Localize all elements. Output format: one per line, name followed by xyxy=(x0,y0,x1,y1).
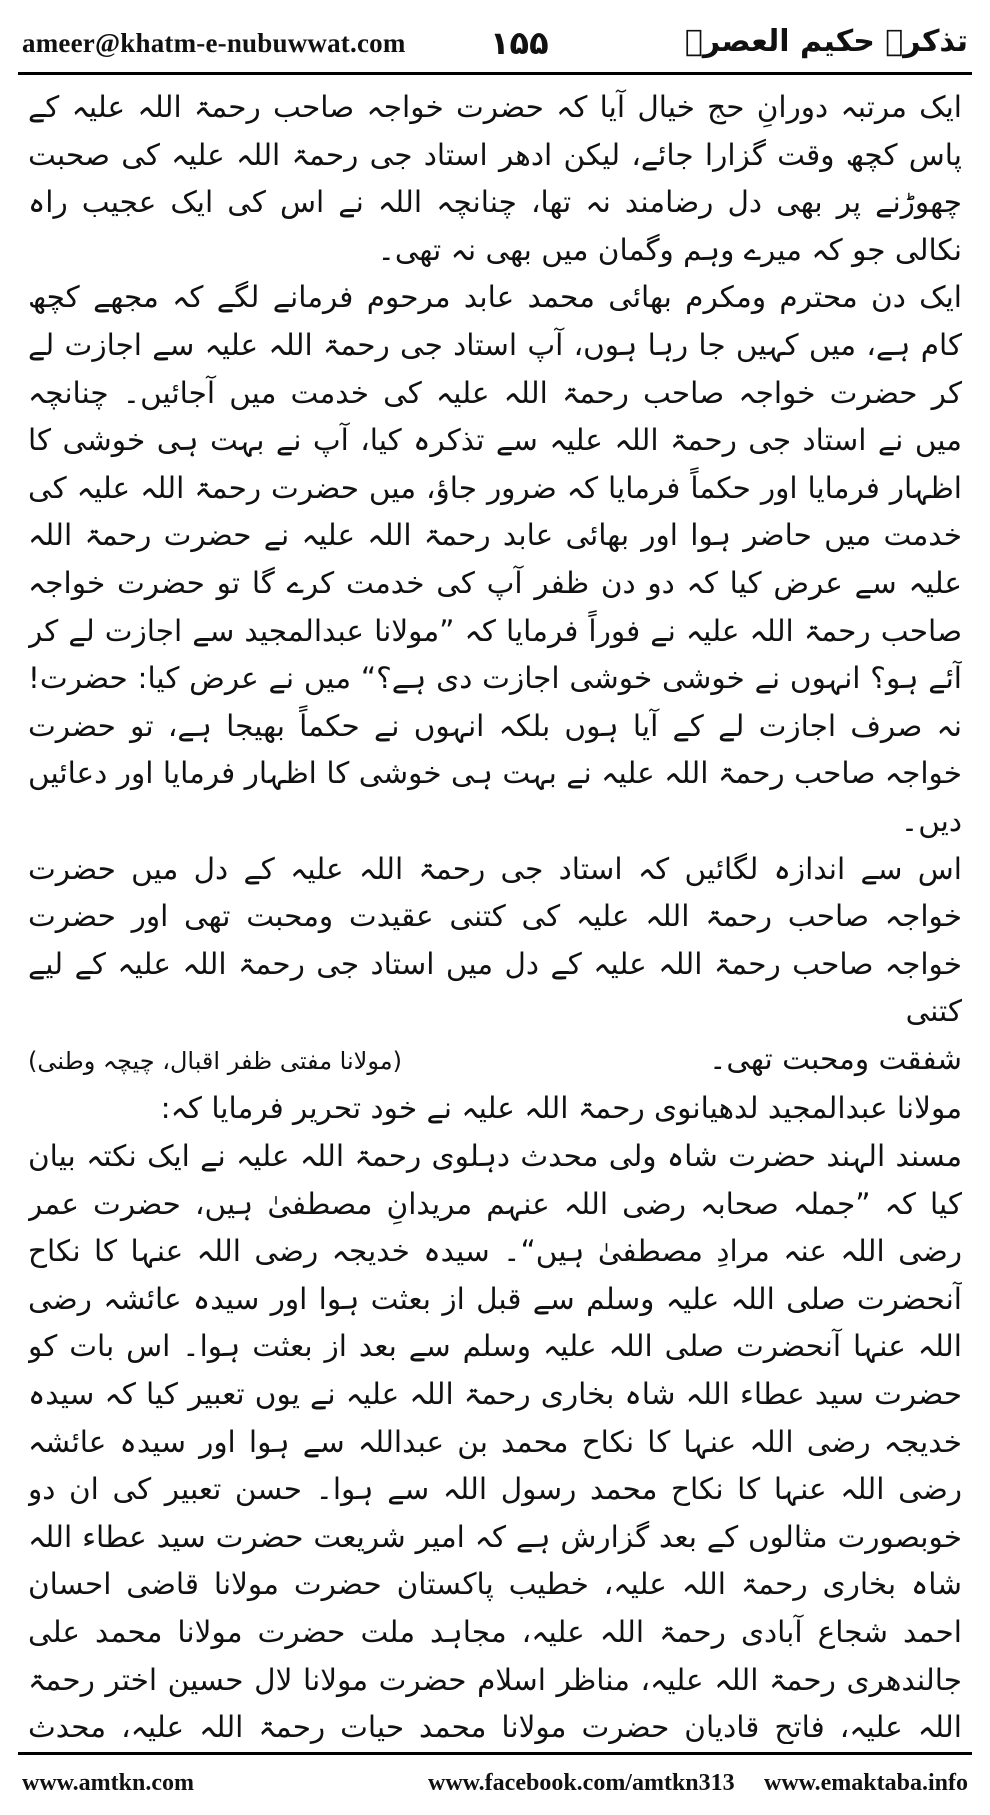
paragraph-3-end: شفقت ومحبت تھی۔ xyxy=(709,1041,962,1076)
paragraph-3-credit: (مولانا مفتی ظفر اقبال، چیچہ وطنی) xyxy=(28,1046,402,1075)
page-number: ۱۵۵ xyxy=(490,24,549,62)
footer-facebook-link[interactable]: www.facebook.com/amtkn313 xyxy=(428,1770,735,1796)
header-rule xyxy=(18,72,972,75)
header-email[interactable]: ameer@khatm-e-nubuwwat.com xyxy=(22,28,406,58)
footer-site-link[interactable]: www.amtkn.com xyxy=(22,1770,194,1796)
paragraph-4: مولانا عبدالمجید لدھیانوی رحمۃ اللہ علیہ نے خود تحریر فرمایا کہ: xyxy=(160,1091,962,1126)
page-footer xyxy=(18,1764,972,1804)
paragraph-1: ایک مرتبہ دورانِ حج خیال آیا کہ حضرت خواجہ صاحب رحمۃ اللہ علیہ کے پاس کچھ وقت گزارا جائے، لیکن ادھر استاد جی رحمۃ اللہ علیہ کی صحبت چھوڑنے پر بھی دل رضامند نہ تھا، چنانچہ اللہ نے اس کی ایک عجیب راہ نکالی جو کہ میرے وہم وگمان میں بھی نہ تھی۔ xyxy=(28,90,962,267)
paragraph-2: ایک دن محترم ومکرم بھائی محمد عابد مرحوم فرمانے لگے کہ مجھے کچھ کام ہے، میں کہیں جا رہا ہوں، آپ استاد جی رحمۃ اللہ علیہ سے اجازت لے کر حضرت خواجہ صاحب رحمۃ اللہ علیہ کی خدمت میں آجائیں۔ چنانچہ میں نے استاد جی رحمۃ اللہ علیہ سے تذکرہ کیا، آپ نے بہت ہی خوشی کا اظہار فرمایا اور حکماً فرمایا کہ ضرور جاؤ، میں حضرت رحمۃ اللہ علیہ کی خدمت میں حاضر ہوا اور بھائی عابد رحمۃ اللہ علیہ نے حضرت رحمۃ اللہ علیہ سے عرض کیا کہ دو دن ظفر آپ کی خدمت کرے گا تو حضرت خواجہ صاحب رحمۃ اللہ علیہ نے فوراً فرمایا کہ ”مولانا عبدالمجید سے اجازت لے کر آئے ہو؟ انہوں نے خوشی خوشی اجازت دی ہے؟“ میں نے عرض کیا: حضرت! نہ صرف اجازت لے کے آیا ہوں بلکہ انہوں نے حکماً بھیجا ہے، تو حضرت خواجہ صاحب رحمۃ اللہ علیہ نے بہت ہی خوشی کا اظہار فرمایا اور دعائیں دیں۔ xyxy=(28,280,962,838)
footer-rule xyxy=(18,1752,972,1755)
footer-library-link[interactable]: www.emaktaba.info xyxy=(763,1770,968,1796)
page-body xyxy=(28,84,962,1744)
page-header xyxy=(18,20,972,64)
paragraph-5: مسند الہند حضرت شاہ ولی محدث دہلوی رحمۃ اللہ علیہ نے ایک نکتہ بیان کیا کہ ”جملہ صحابہ رضی اللہ عنہم مریدانِ مصطفیٰ ہیں، حضرت عمر رضی اللہ عنہ مرادِ مصطفیٰ ہیں“۔ سیدہ خدیجہ رضی اللہ عنہا کا نکاح آنحضرت صلی اللہ علیہ وسلم سے قبل از بعثت ہوا اور سیدہ عائشہ رضی اللہ عنہا آنحضرت صلی اللہ علیہ وسلم سے بعد از بعثت ہوا۔ اس بات کو حضرت سید عطاء اللہ شاہ بخاری رحمۃ اللہ علیہ نے یوں تعبیر کیا کہ سیدہ خدیجہ رضی اللہ عنہا کا نکاح محمد بن عبداللہ سے ہوا اور سیدہ عائشہ رضی اللہ عنہا کا نکاح محمد رسول اللہ سے ہوا۔ حسن تعبیر کی ان دو خوبصورت مثالوں کے بعد گزارش ہے کہ امیر شریعت حضرت سید عطاء اللہ شاہ بخاری رحمۃ اللہ علیہ، خطیب پاکستان حضرت مولانا قاضی احسان احمد شجاع آبادی رحمۃ اللہ علیہ، مجاہد ملت حضرت مولانا محمد علی جالندھری رحمۃ اللہ علیہ، مناظر اسلام حضرت مولانا لال حسین اختر رحمۃ اللہ علیہ، فاتح قادیان حضرت مولانا محمد حیات رحمۃ اللہ علیہ، محدث xyxy=(28,1139,962,1744)
paragraph-3: اس سے اندازہ لگائیں کہ استاد جی رحمۃ اللہ علیہ کے دل میں حضرت خواجہ صاحب رحمۃ اللہ علیہ کی کتنی عقیدت ومحبت تھی اور حضرت خواجہ صاحب رحمۃ اللہ علیہ کے دل میں استاد جی رحمۃ اللہ علیہ کے لیے کتنی xyxy=(28,851,962,1029)
book-title: تذکرہ حکیم العصرؒ xyxy=(684,24,968,59)
paragraph-3-closing xyxy=(28,1036,962,1086)
